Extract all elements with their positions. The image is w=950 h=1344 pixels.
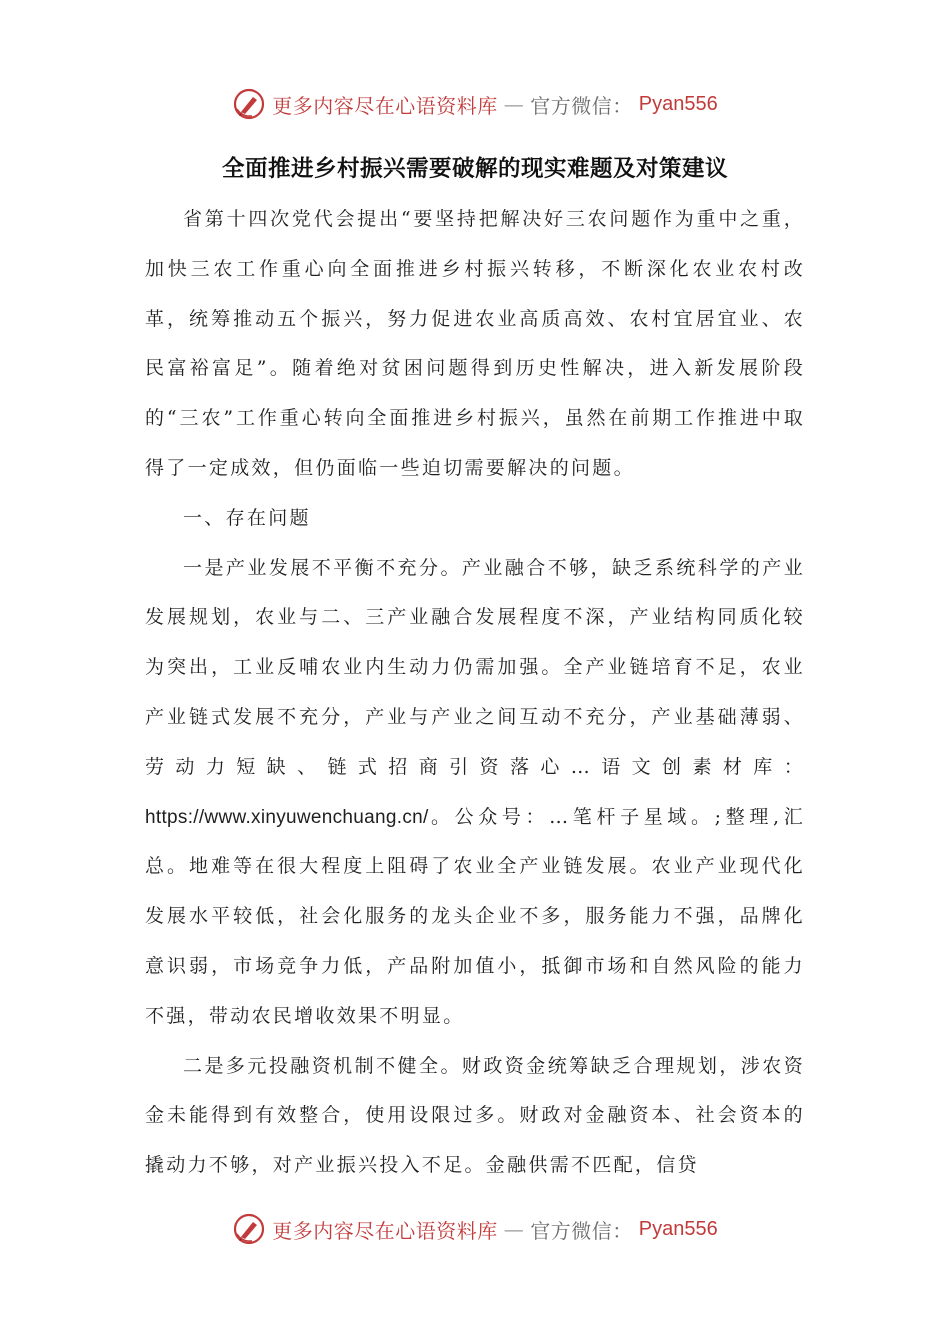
watermark-wechat-id: Pyan556 <box>638 92 718 115</box>
point-1-text-b: 。公众号：…笔杆子星域。;整理,汇总。地难等在很大程度上阻碍了农业全产业链发展。农业产业现代化发展水平较低，社会化服务的龙头企业不多，服务能力不强，品牌化意识弱，市场竞争力低，产品附加值小，抵御市场和自然风险的能力不强，带动农民增收效果不明显。 <box>145 805 805 1027</box>
watermark-wechat-label: 官方微信： <box>530 93 633 118</box>
paragraph-point-1 <box>145 544 805 1042</box>
section-heading: 一、存在问题 <box>183 506 311 529</box>
watermark-dash: — <box>503 92 525 116</box>
pen-logo-icon <box>232 1212 266 1246</box>
paragraph-point-2: 二是多元投融资机制不健全。财政资金统筹缺乏合理规划，涉农资金未能得到有效整合，使用设限过多。财政对金融资本、社会资本的撬动力不够，对产业振兴投入不足。金融供需不匹配，信贷 <box>145 1054 805 1177</box>
document-body <box>145 195 805 1191</box>
document-title: 全面推进乡村振兴需要破解的现实难题及对策建议 <box>221 156 728 182</box>
paragraph-intro: 省第十四次党代会提出“要坚持把解决好三农问题作为重中之重，加快三农工作重心向全面推进乡村振兴转移，不断深化农业农村改革，统筹推动五个振兴，努力促进农业高质高效、农村宜居宜业、农民富裕富足”。随着绝对贫困问题得到历史性解决，进入新发展阶段的“三农”工作重心转向全面推进乡村振兴，虽然在前期工作推进中取得了一定成效，但仍面临一些迫切需要解决的问题。 <box>145 208 805 479</box>
pen-logo-icon <box>232 87 266 121</box>
watermark-dash: — <box>503 1217 525 1241</box>
watermark-site-text: 更多内容尽在心语资料库 <box>272 1218 498 1243</box>
point-1-text-a: 一是产业发展不平衡不充分。产业融合不够，缺乏系统科学的产业发展规划，农业与二、三产业融合发展程度不深，产业结构同质化较为突出，工业反哺农业内生动力仍需加强。全产业链培育不足，农业产业链式发展不充分，产业与产业之间互动不充分，产业基础薄弱、劳动力短缺、链式招商引资落心…语文创素材库： <box>145 556 805 778</box>
watermark-footer <box>0 1209 950 1249</box>
watermark-header <box>0 84 950 124</box>
watermark-wechat-id: Pyan556 <box>638 1217 718 1240</box>
watermark-site-text: 更多内容尽在心语资料库 <box>272 93 498 118</box>
source-url-link[interactable]: https://www.xinyuwenchuang.cn/ <box>145 806 429 828</box>
watermark-wechat-label: 官方微信： <box>530 1218 633 1243</box>
